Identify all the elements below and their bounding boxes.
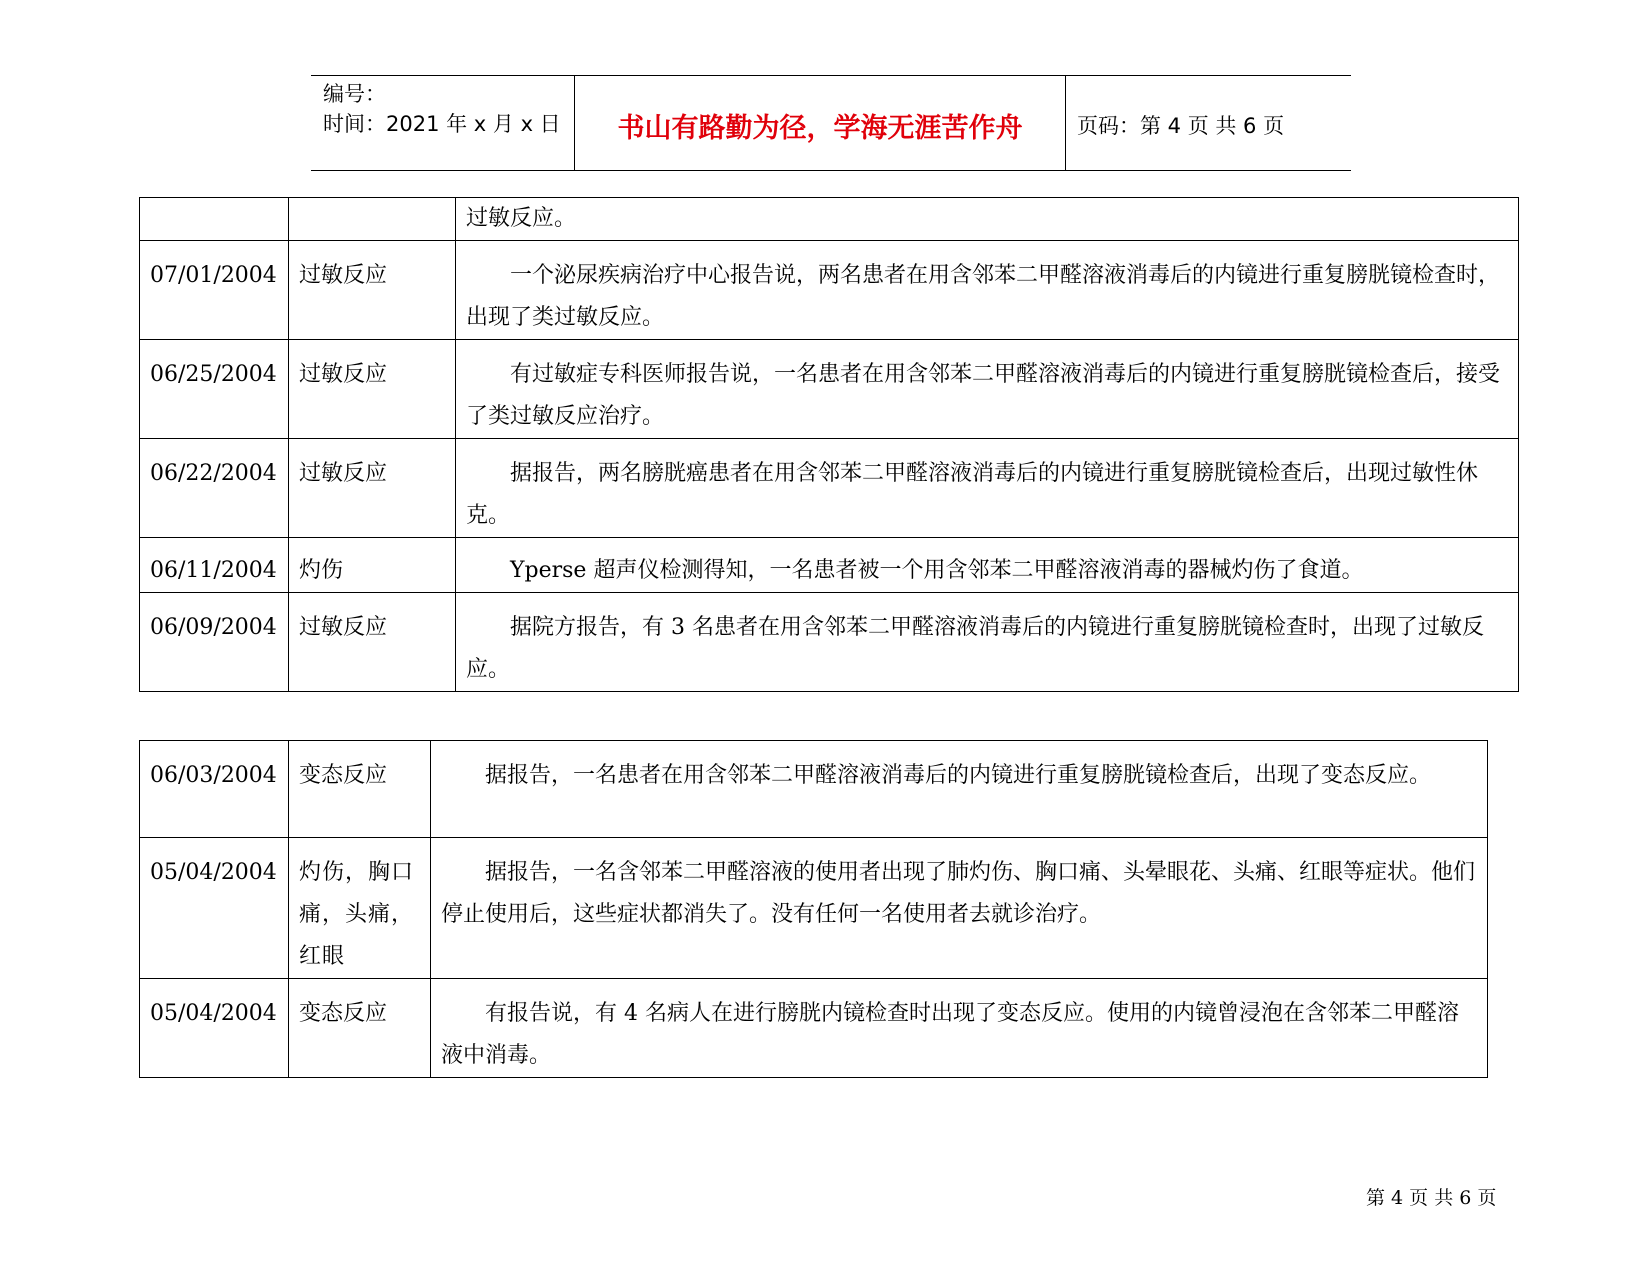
date-cell: 06/03/2004 xyxy=(140,741,289,838)
header-page-cell xyxy=(1065,76,1351,170)
date-cell: 06/11/2004 xyxy=(140,538,289,593)
desc-text: 一个泌尿疾病治疗中心报告说，两名患者在用含邻苯二甲醛溶液消毒后的内镜进行重复膀胱镜检查时，出现了类过敏反应。 xyxy=(466,263,1501,330)
desc-cell xyxy=(456,198,1519,241)
date-cell: 05/04/2004 xyxy=(140,838,289,979)
desc-cell xyxy=(431,838,1488,979)
desc-text: 据报告，两名膀胱癌患者在用含邻苯二甲醛溶液消毒后的内镜进行重复膀胱镜检查后，出现过敏性休克。 xyxy=(466,461,1479,528)
table-row xyxy=(140,340,1519,439)
table-row xyxy=(140,838,1488,979)
motto: 书山有路勤为径，学海无涯苦作舟 xyxy=(617,113,1023,144)
date-cell: 07/01/2004 xyxy=(140,241,289,340)
desc-text: 据报告，一名患者在用含邻苯二甲醛溶液消毒后的内镜进行重复膀胱镜检查后，出现了变态反应。 xyxy=(485,763,1432,788)
desc-cell xyxy=(456,538,1519,593)
type-cell: 灼伤 xyxy=(289,538,456,593)
report-table-1 xyxy=(139,197,1519,692)
date-cell: 06/25/2004 xyxy=(140,340,289,439)
date-cell xyxy=(140,198,289,241)
type-cell: 过敏反应 xyxy=(289,593,456,692)
header-motto-cell xyxy=(574,76,1066,170)
desc-text: 过敏反应。 xyxy=(466,206,577,231)
table-row xyxy=(140,198,1519,241)
report-table-2 xyxy=(139,740,1488,1078)
page-code: 页码：第 4 页 共 6 页 xyxy=(1077,114,1285,138)
page-footer: 第 4 页 共 6 页 xyxy=(1366,1187,1497,1209)
desc-text: Yperse 超声仪检测得知，一名患者被一个用含邻苯二甲醛溶液消毒的器械灼伤了食道。 xyxy=(510,558,1364,583)
table-row xyxy=(140,593,1519,692)
time-line: 时间：2021 年 x 月 x 日 xyxy=(323,112,561,136)
type-cell: 灼伤，胸口痛，头痛，红眼 xyxy=(289,838,431,979)
date-cell: 06/22/2004 xyxy=(140,439,289,538)
table-row xyxy=(140,979,1488,1078)
desc-text: 有过敏症专科医师报告说，一名患者在用含邻苯二甲醛溶液消毒后的内镜进行重复膀胱镜检查后，接受了类过敏反应治疗。 xyxy=(466,362,1501,429)
desc-text: 据院方报告，有 3 名患者在用含邻苯二甲醛溶液消毒后的内镜进行重复膀胱镜检查时，出现了过敏反应。 xyxy=(466,615,1484,682)
desc-cell xyxy=(431,979,1488,1078)
type-cell xyxy=(289,198,456,241)
type-cell: 过敏反应 xyxy=(289,241,456,340)
page-header xyxy=(311,75,1351,171)
date-cell: 06/09/2004 xyxy=(140,593,289,692)
type-cell: 过敏反应 xyxy=(289,340,456,439)
table-row xyxy=(140,241,1519,340)
desc-cell xyxy=(456,340,1519,439)
desc-cell xyxy=(456,593,1519,692)
desc-text: 据报告，一名含邻苯二甲醛溶液的使用者出现了肺灼伤、胸口痛、头晕眼花、头痛、红眼等症状。他们停止使用后，这些症状都消失了。没有任何一名使用者去就诊治疗。 xyxy=(441,860,1476,927)
table-row xyxy=(140,741,1488,838)
desc-cell xyxy=(456,241,1519,340)
table-row xyxy=(140,439,1519,538)
desc-text: 有报告说，有 4 名病人在进行膀胱内镜检查时出现了变态反应。使用的内镜曾浸泡在含邻苯二甲醛溶液中消毒。 xyxy=(441,1001,1459,1068)
type-cell: 变态反应 xyxy=(289,741,431,838)
serial-label: 编号： xyxy=(323,82,386,106)
desc-cell xyxy=(456,439,1519,538)
header-info-cell xyxy=(311,76,574,170)
date-cell: 05/04/2004 xyxy=(140,979,289,1078)
desc-cell xyxy=(431,741,1488,838)
type-cell: 过敏反应 xyxy=(289,439,456,538)
type-cell: 变态反应 xyxy=(289,979,431,1078)
table-row xyxy=(140,538,1519,593)
